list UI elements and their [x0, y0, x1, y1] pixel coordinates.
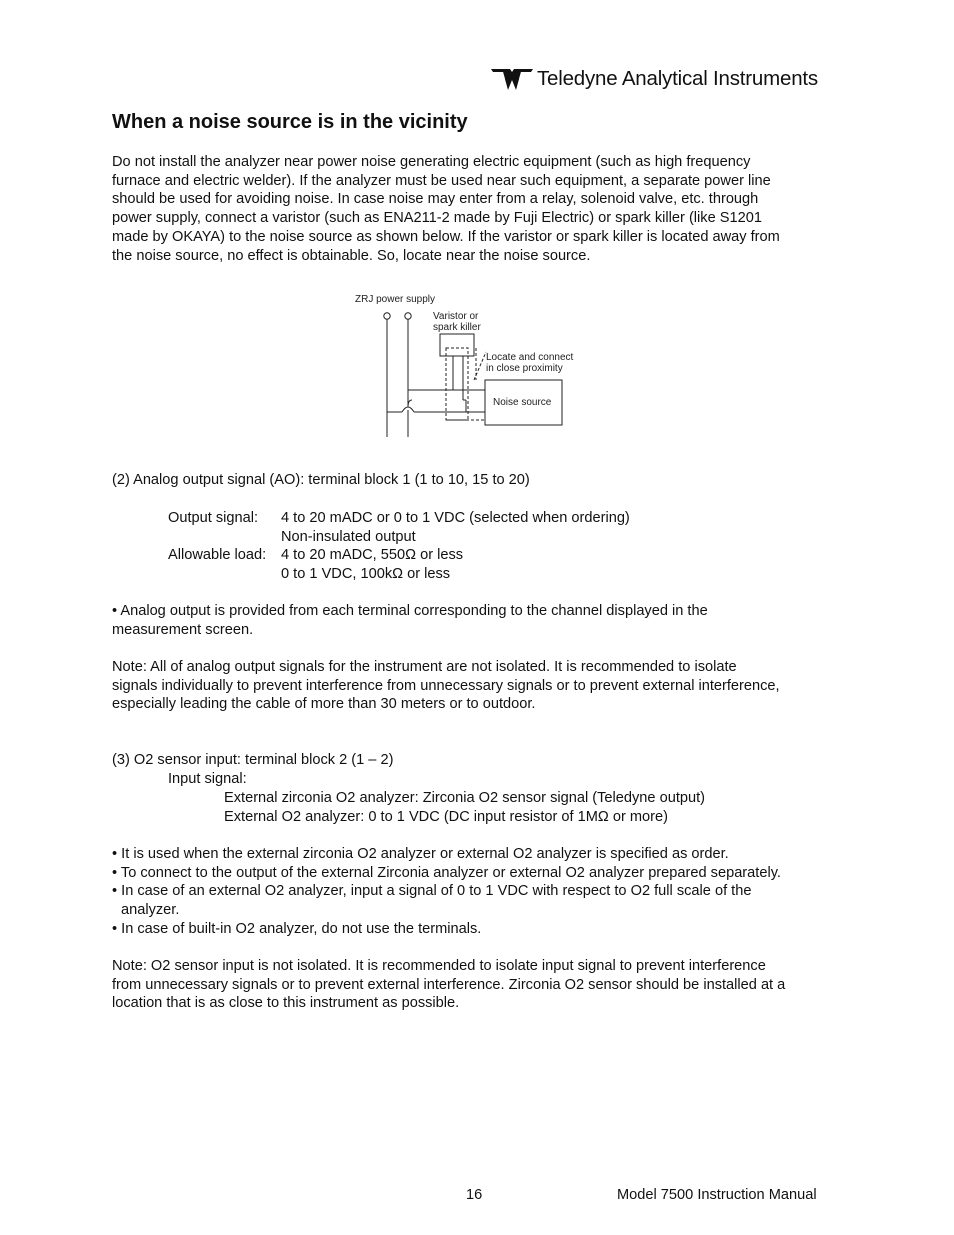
analog-note: [112, 658, 852, 714]
o2-input-label: Input signal:: [168, 771, 247, 787]
power-terminal-left: [384, 313, 390, 319]
section-title: When a noise source is in the vicinity: [112, 111, 468, 133]
power-supply-label: ZRJ power supply: [355, 294, 436, 305]
analog-heading: (2) Analog output signal (AO): terminal block 1 (1 to 10, 15 to 20): [112, 472, 530, 488]
analog-row-value: 4 to 20 mADC or 0 to 1 VDC (selected when ordering): [281, 510, 630, 526]
intro-line: furnace and electric welder). If the analyzer must be used near such equipment, a separate power line: [112, 172, 771, 189]
noise-suppression-diagram: [350, 290, 590, 440]
o2-note-line: from unnecessary signals or to prevent external interference. Zirconia O2 sensor should be installed at a: [112, 976, 786, 993]
analog-row-label: Output signal:: [168, 510, 259, 526]
o2-bullet: • To connect to the output of the external Zirconia analyzer or external O2 analyzer prepared separately.: [112, 864, 781, 881]
intro-line: should be used for avoiding noise. In case noise may enter from a relay, solenoid valve, etc. through: [112, 191, 759, 208]
page-header: [490, 66, 818, 92]
intro-line: Do not install the analyzer near power noise generating electric equipment (such as high frequency: [112, 154, 751, 170]
analog-note-line: Note: All of analog output signals for the instrument are not isolated. It is recommended to isolate: [112, 659, 737, 675]
o2-bullet-list: [112, 845, 852, 939]
page-number: 16: [466, 1187, 483, 1203]
locate-label-line-1: Locate and connect: [486, 352, 574, 363]
teledyne-logo-icon: [490, 66, 534, 92]
o2-input-line: External zirconia O2 analyzer: Zirconia O2 sensor signal (Teledyne output): [224, 790, 706, 806]
analog-bullet-line: • Analog output is provided from each terminal corresponding to the channel displayed in the: [112, 603, 708, 619]
intro-line: power supply, connect a varistor (such as ENA211-2 made by Fuji Electric) or spark killer (like S1201: [112, 210, 762, 227]
power-terminal-right: [405, 313, 411, 319]
noise-source-label: Noise source: [493, 397, 552, 408]
varistor-label-line-1: Varistor or: [433, 311, 479, 322]
analog-row-value: 0 to 1 VDC, 100kΩ or less: [281, 566, 451, 582]
analog-bullet: [112, 602, 852, 639]
o2-bullet-continuation: analyzer.: [121, 902, 180, 919]
analog-row-value: 4 to 20 mADC, 550Ω or less: [281, 547, 464, 563]
analog-row-value: Non-insulated output: [281, 529, 416, 545]
o2-note-line: Note: O2 sensor input is not isolated. It is recommended to isolate input signal to prevent interference: [112, 958, 766, 974]
o2-note: [112, 957, 852, 1013]
o2-bullet: • It is used when the external zirconia O2 analyzer or external O2 analyzer is specified as order.: [112, 846, 729, 862]
analog-row-label: Allowable load:: [168, 547, 267, 563]
o2-bullet: • In case of an external O2 analyzer, input a signal of 0 to 1 VDC with respect to O2 full scale of the: [112, 883, 752, 900]
o2-input-line: External O2 analyzer: 0 to 1 VDC (DC input resistor of 1MΩ or more): [224, 809, 669, 825]
o2-bullet: • In case of built-in O2 analyzer, do not use the terminals.: [112, 920, 482, 937]
locate-label-line-2: in close proximity: [486, 363, 563, 374]
varistor-label-line-2: spark killer: [433, 322, 481, 333]
intro-line: made by OKAYA) to the noise source as shown below. If the varistor or spark killer is located away from: [112, 228, 780, 245]
o2-heading: (3) O2 sensor input: terminal block 2 (1 – 2): [112, 752, 394, 768]
intro-paragraph: [112, 153, 852, 265]
intro-line: the noise source, no effect is obtainable. So, locate near the noise source.: [112, 247, 591, 264]
analog-bullet-line: measurement screen.: [112, 621, 254, 638]
varistor-box: [440, 334, 474, 356]
o2-note-line: location that is as close to this instrument as possible.: [112, 995, 460, 1012]
brand-name: Teledyne Analytical Instruments: [537, 67, 818, 90]
analog-note-line: especially leading the cable of more than 30 meters or to outdoor.: [112, 696, 536, 713]
manual-title: Model 7500 Instruction Manual: [617, 1187, 817, 1203]
analog-note-line: signals individually to prevent interference from unnecessary signals or to prevent external interference,: [112, 677, 780, 694]
